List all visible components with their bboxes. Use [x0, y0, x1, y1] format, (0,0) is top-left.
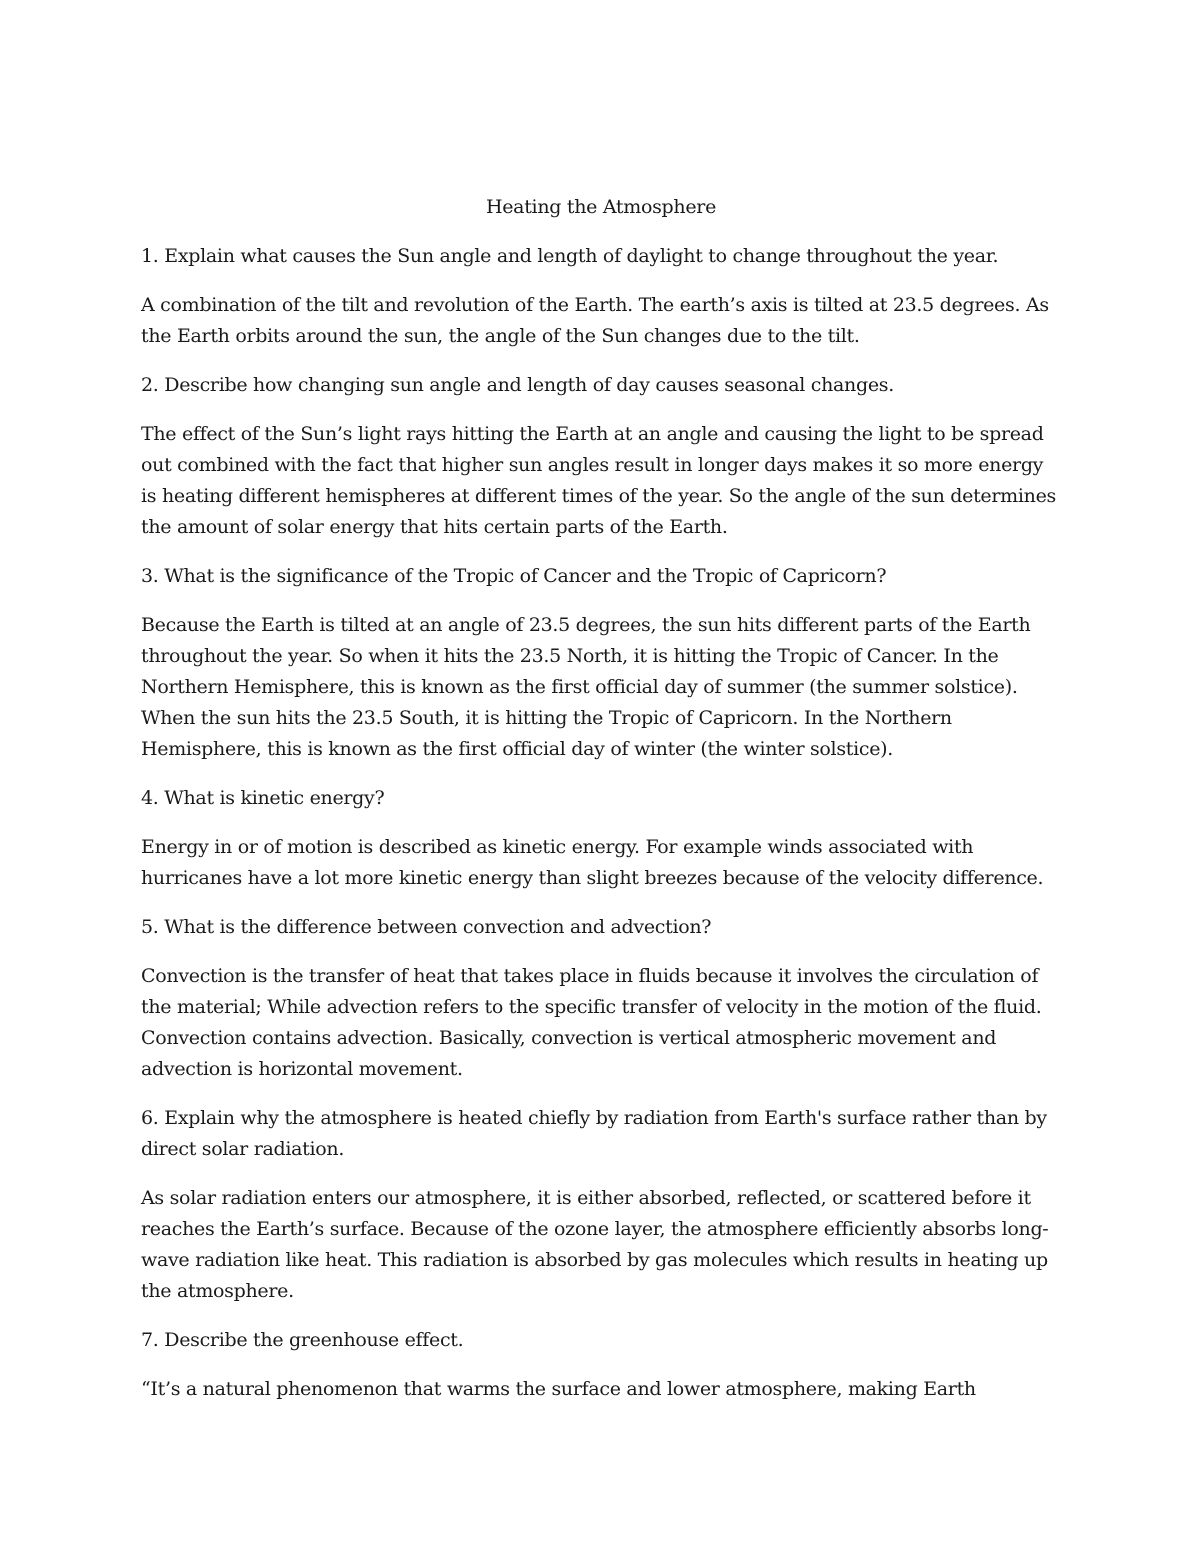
question-5: 5. What is the difference between convection and advection? — [141, 916, 712, 938]
answer-5: Convection is the transfer of heat that takes place in fluids because it involves the circulation of the material; While advection refers to the specific transfer of velocity in the motion of the fluid. Convection contains advection. Basically, convection is vertical atmospheric movement and advection is horizontal movement. — [141, 965, 1042, 1080]
question-3: 3. What is the significance of the Tropic of Cancer and the Tropic of Capricorn? — [141, 565, 887, 587]
question-1: 1. Explain what causes the Sun angle and length of daylight to change throughout the year. — [141, 245, 999, 267]
answer-2: The effect of the Sun’s light rays hitting the Earth at an angle and causing the light to be spread out combined with the fact that higher sun angles result in longer days makes it so more energy is heating different hemispheres at different times of the year. So the angle of the sun determines the amount of solar energy that hits certain parts of the Earth. — [141, 423, 1056, 538]
answer-1: A combination of the tilt and revolution of the Earth. The earth’s axis is tilted at 23.5 degrees. As the Earth orbits around the sun, the angle of the Sun changes due to the tilt. — [141, 294, 1049, 347]
question-4: 4. What is kinetic energy? — [141, 787, 385, 809]
answer-6: As solar radiation enters our atmosphere, it is either absorbed, reflected, or scattered before it reaches the Earth’s surface. Because of the ozone layer, the atmosphere efficiently absorbs long-wave radiation like heat. This radiation is absorbed by gas molecules which results in heating up the atmosphere. — [141, 1187, 1049, 1302]
answer-7: “It’s a natural phenomenon that warms the surface and lower atmosphere, making Earth — [141, 1378, 976, 1400]
question-6: 6. Explain why the atmosphere is heated chiefly by radiation from Earth's surface rather than by direct solar radiation. — [141, 1107, 1047, 1160]
document-title: Heating the Atmosphere — [485, 196, 717, 218]
answer-3: Because the Earth is tilted at an angle of 23.5 degrees, the sun hits different parts of the Earth throughout the year. So when it hits the 23.5 North, it is hitting the Tropic of Cancer. In the Northern Hemisphere, this is known as the first official day of summer (the summer solstice). When the sun hits the 23.5 South, it is hitting the Tropic of Capricorn. In the Northern Hemisphere, this is known as the first official day of winter (the winter solstice). — [141, 614, 1031, 760]
question-7: 7. Describe the greenhouse effect. — [141, 1329, 464, 1351]
answer-4: Energy in or of motion is described as kinetic energy. For example winds associated with hurricanes have a lot more kinetic energy than slight breezes because of the velocity difference. — [141, 836, 1044, 889]
document-body — [141, 192, 1061, 1423]
question-2: 2. Describe how changing sun angle and length of day causes seasonal changes. — [141, 374, 894, 396]
